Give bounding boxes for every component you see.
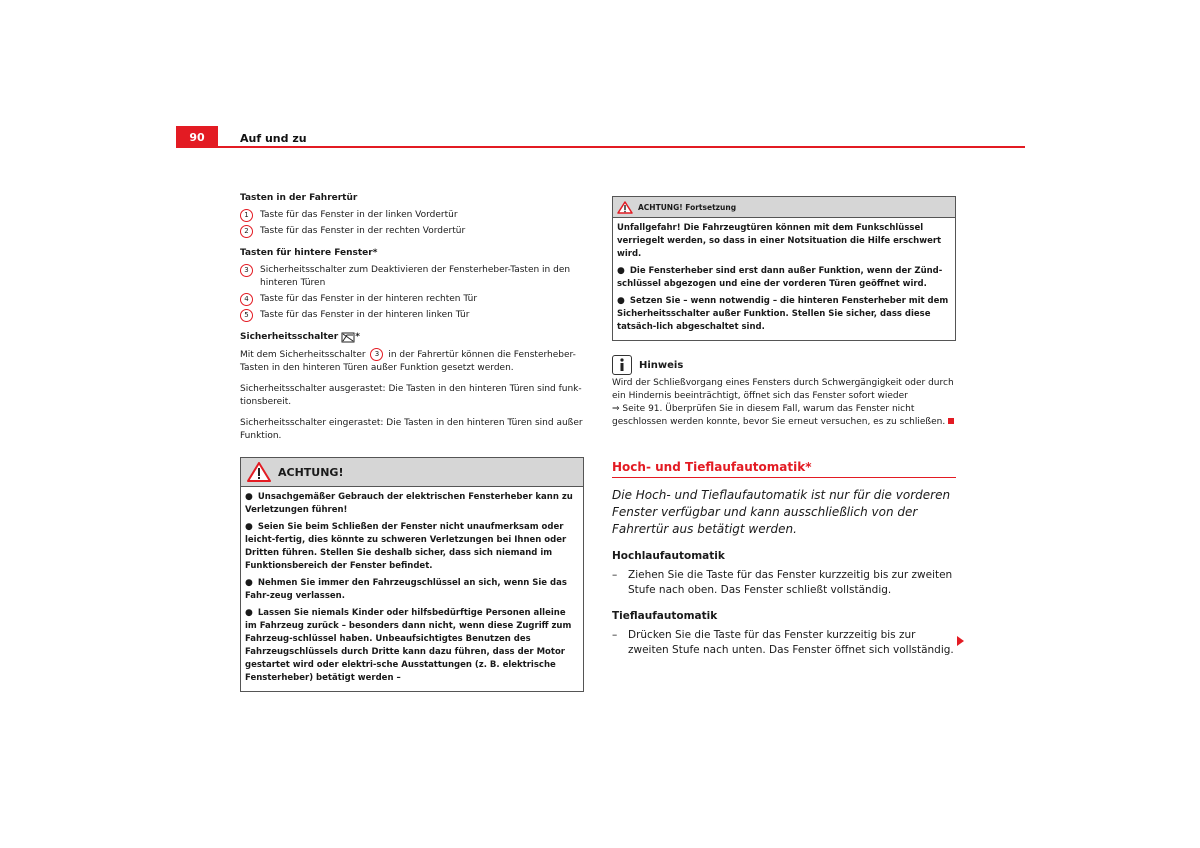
info-icon	[612, 355, 632, 375]
warning-triangle-icon	[617, 201, 633, 214]
section-title: Hoch- und Tieflaufautomatik*	[612, 460, 812, 474]
list-item	[240, 225, 584, 238]
instruction-text: Ziehen Sie die Taste für das Fenster kurzzeitig bis zur zweiten Stufe nach oben. Das Fenster schließt vollständig.	[628, 569, 953, 596]
paragraph-text: Mit dem Sicherheitsschalter	[240, 350, 366, 360]
paragraph-text: in der Fahrertür können die Fensterheber-Tasten in den hinteren Türen außer Funktion gesetzt werden.	[240, 350, 576, 373]
note-header	[612, 355, 956, 375]
instruction-step	[612, 628, 956, 658]
warning-header	[241, 458, 583, 487]
note-title: Hinweis	[639, 359, 684, 371]
driver-door-heading: Tasten in der Fahrertür	[240, 193, 358, 203]
safety-switch-heading	[240, 331, 584, 344]
callout-number: 1	[240, 209, 253, 222]
warning-body	[241, 487, 583, 691]
right-column	[612, 196, 956, 658]
warning-box	[240, 457, 584, 692]
engaged-paragraph: Sicherheitsschalter eingerastet: Die Tasten in den hinteren Türen sind außer Funktion.	[240, 418, 583, 441]
note-text-link: ⇒ Seite 91. Überprüfen Sie in diesem Fall, warum das Fenster nicht geschlossen werden konnte, bevor Sie erneut versuchen, es zu schließen.	[612, 404, 946, 427]
end-of-section-marker	[948, 418, 954, 424]
section-header: Auf und zu	[240, 132, 307, 145]
continue-arrow-icon	[957, 636, 964, 646]
header-rule	[218, 146, 1025, 148]
list-item-text: Taste für das Fenster in der rechten Vordertür	[260, 226, 466, 236]
warning-continued-box	[612, 196, 956, 341]
warning-title: ACHTUNG!	[278, 465, 344, 479]
page-number: 90	[176, 126, 218, 148]
callout-number: 3	[240, 264, 253, 277]
warning-intro: Unfallgefahr! Die Fahrzeugtüren können mit dem Funkschlüssel verriegelt werden, so dass in einer Notsituation die Hilfe erschwert wird.	[617, 223, 942, 259]
warning-continued-title: ACHTUNG! Fortsetzung	[638, 202, 737, 212]
warning-bullet: ● Seien Sie beim Schließen der Fenster nicht unaufmerksam oder leicht-fertig, dies könnte zu schweren Verletzungen bei Ihnen oder Dritten führen. Stellen Sie deshalb sicher, dass sich niemand im Funktionsbereich der Fenster befindet.	[245, 522, 567, 571]
list-item-text: Sicherheitsschalter zum Deaktivieren der Fensterheber-Tasten in den hinteren Türen	[260, 265, 571, 288]
list-item-text: Taste für das Fenster in der hinteren rechten Tür	[260, 294, 478, 304]
note-text: Wird der Schließvorgang eines Fensters durch Schwergängigkeit oder durch ein Hindernis beeinträchtigt, öffnet sich das Fenster sofort wieder	[612, 378, 954, 401]
safety-switch-paragraph	[240, 348, 584, 375]
warning-bullet: ● Lassen Sie niemals Kinder oder hilfsbedürftige Personen alleine im Fahrzeug zurück – besonders dann nicht, wenn diese Zugriff zum Fahrzeug-schlüssel haben. Unbeaufsichtigtes Benutzen des Fahrzeugschlüssels durch Dritte kann dazu führen, dass der Motor gestartet wird oder elektri-sche Ausstattungen (z. B. elektrische Fensterheber) betätigt werden –	[245, 608, 572, 683]
disengaged-paragraph: Sicherheitsschalter ausgerastet: Die Tasten in den hinteren Türen sind funk-tionsbereit.	[240, 384, 582, 407]
warning-bullet: ● Nehmen Sie immer den Fahrzeugschlüssel an sich, wenn Sie das Fahr-zeug verlassen.	[245, 578, 567, 601]
warning-triangle-icon	[247, 462, 271, 482]
list-item	[240, 293, 584, 306]
rear-windows-heading: Tasten für hintere Fenster*	[240, 248, 378, 258]
note-body	[612, 377, 956, 429]
auto-down-heading: Tieflaufautomatik	[612, 610, 718, 622]
list-item	[240, 309, 584, 322]
auto-up-heading: Hochlaufautomatik	[612, 550, 725, 562]
callout-number: 5	[240, 309, 253, 322]
optional-equipment-star: *	[355, 332, 360, 342]
callout-number: 2	[240, 225, 253, 238]
instruction-text: Drücken Sie die Taste für das Fenster kurzzeitig bis zur zweiten Stufe nach unten. Das Fenster öffnet sich vollständig.	[628, 629, 954, 656]
warning-bullet: ● Die Fensterheber sind erst dann außer Funktion, wenn der Zünd-schlüssel abgezogen und eine der vorderen Türen geöffnet wird.	[617, 266, 943, 289]
warning-bullet: ● Setzen Sie – wenn notwendig – die hinteren Fensterheber mit dem Sicherheitsschalter außer Funktion. Stellen Sie sicher, dass diese tatsäch-lich abgeschaltet sind.	[617, 296, 949, 332]
list-item	[240, 264, 584, 290]
callout-number: 4	[240, 293, 253, 306]
warning-continued-body	[613, 218, 955, 340]
safety-switch-heading-text: Sicherheitsschalter	[240, 332, 339, 342]
instruction-step	[612, 568, 956, 598]
warning-bullet: ● Unsachgemäßer Gebrauch der elektrischen Fensterheber kann zu Verletzungen führen!	[245, 492, 573, 515]
section-rule	[612, 477, 956, 478]
left-column	[240, 192, 584, 692]
dash-marker: –	[612, 629, 618, 641]
list-item-text: Taste für das Fenster in der hinteren linken Tür	[260, 310, 470, 320]
section-intro: Die Hoch- und Tieflaufautomatik ist nur für die vorderen Fenster verfügbar und kann ausschließlich von der Fahrertür aus betätigt werden.	[612, 488, 951, 536]
dash-marker: –	[612, 569, 618, 581]
list-item	[240, 209, 584, 222]
window-lock-icon	[341, 332, 355, 343]
callout-number: 3	[370, 348, 383, 361]
list-item-text: Taste für das Fenster in der linken Vordertür	[260, 210, 458, 220]
warning-continued-header	[613, 197, 955, 218]
